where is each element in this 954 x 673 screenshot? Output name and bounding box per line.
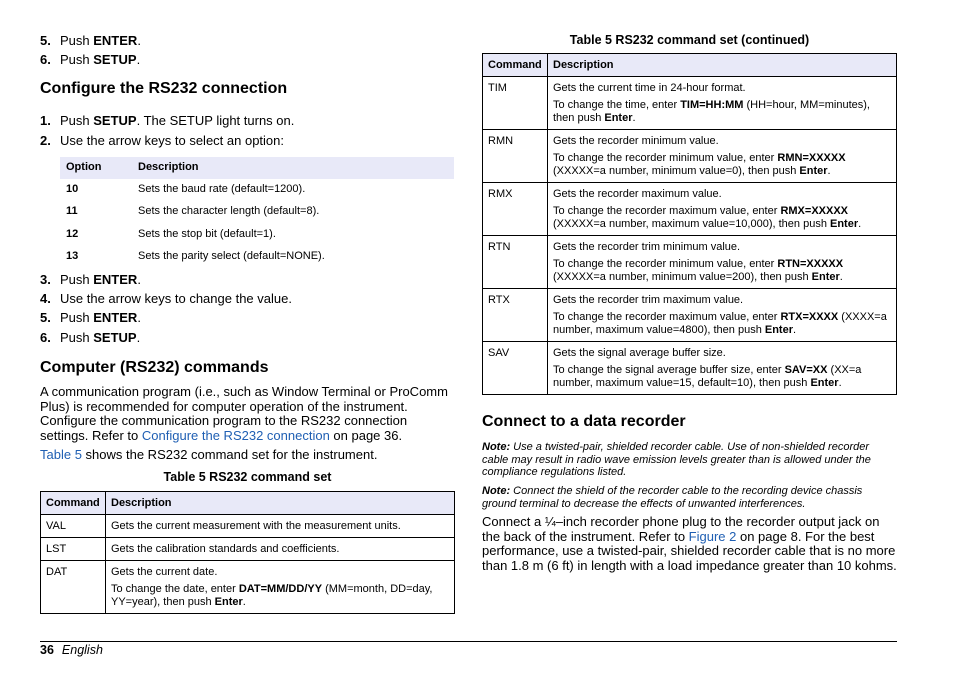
description-column-header: Description <box>106 492 455 515</box>
command-cell: RTN <box>483 236 548 289</box>
option-description: Sets the character length (default=8). <box>138 205 320 217</box>
note-shielded-cable: Note: Use a twisted-pair, shielded recorder cable. Use of non-shielded recorder cable may result in radio wave emission levels greater than is allowed under the compliance regulations listed. <box>482 441 871 478</box>
figure-2-link[interactable]: Figure 2 <box>688 528 737 544</box>
footer-divider <box>40 641 897 642</box>
option-column-header: Option <box>66 161 102 173</box>
command-cell: LST <box>41 538 106 561</box>
configure-rs232-link[interactable]: Configure the RS232 connection <box>141 427 330 443</box>
step-item: 1. Push SETUP. The SETUP light turns on. <box>40 113 295 128</box>
command-cell: SAV <box>483 342 548 395</box>
description-column-header: Description <box>548 54 897 77</box>
step-item: 6. Push SETUP. <box>40 52 141 67</box>
command-cell: DAT <box>41 561 106 614</box>
option-code: 11 <box>66 205 78 217</box>
table-row <box>41 538 455 561</box>
intro-paragraph: A communication program (i.e., such as Window Terminal or ProComm Plus) is recommended for computer operation of the instrument. Configure the communication program to the RS232 connection settings. Refer to Configure the RS232 connection on page 36. <box>40 384 448 443</box>
table-caption: Table 5 RS232 command set <box>163 470 332 484</box>
command-cell: RMN <box>483 130 548 183</box>
command-table-right <box>482 53 897 395</box>
table-row <box>483 183 897 236</box>
description-column-header: Description <box>138 161 199 173</box>
table-row <box>483 236 897 289</box>
command-cell: TIM <box>483 77 548 130</box>
table-row <box>41 515 455 538</box>
option-code: 12 <box>66 228 79 240</box>
option-description: Sets the parity select (default=NONE). <box>138 250 325 262</box>
table-reference-paragraph: Table 5 shows the RS232 command set for the instrument. <box>40 447 378 462</box>
description-cell: Gets the recorder trim minimum value. To change the recorder minimum value, enter RTN=XXXXX (XXXXX=a number, minimum value=200), then push Enter. <box>548 236 897 289</box>
description-cell: Gets the calibration standards and coefficients. <box>106 538 455 561</box>
table-row <box>483 130 897 183</box>
command-cell: RTX <box>483 289 548 342</box>
command-cell: RMX <box>483 183 548 236</box>
note-cable-shield: Note: Connect the shield of the recorder cable to the recording device chassis ground terminal to decrease the effects of unwanted interferences. <box>482 485 863 510</box>
table-5-link[interactable]: Table 5 <box>40 447 82 462</box>
table-row <box>483 289 897 342</box>
option-table-header <box>60 157 454 179</box>
command-cell: VAL <box>41 515 106 538</box>
table-row <box>41 561 455 614</box>
step-item: 2. Use the arrow keys to select an option: <box>40 133 285 148</box>
section-heading-data-recorder: Connect to a data recorder <box>482 413 686 430</box>
option-description: Sets the baud rate (default=1200). <box>138 183 306 195</box>
option-code: 10 <box>66 183 79 195</box>
description-cell: Gets the current date. To change the date, enter DAT=MM/DD/YY (MM=month, DD=day, YY=year), then push Enter. <box>106 561 455 614</box>
table-row <box>483 77 897 130</box>
recorder-paragraph: Connect a ¼–inch recorder phone plug to the recorder output jack on the back of the instrument. Refer to Figure 2 on page 8. For the best performance, use a twisted-pair, shielded recorder cable that is no more than 1.8 m (6 ft) in length with a load impedance greater than 10 kohms. <box>482 514 897 573</box>
description-cell: Gets the recorder trim maximum value. To change the recorder maximum value, enter RTX=XXXX (XXXX=a number, maximum value=4800), then push Enter. <box>548 289 897 342</box>
description-cell: Gets the signal average buffer size. To change the signal average buffer size, enter SAV=XX (XX=a number, maximum value=15, default=10), then push Enter. <box>548 342 897 395</box>
command-table-left <box>40 491 455 614</box>
table-header-row <box>41 492 455 515</box>
step-item: 3. Push ENTER. <box>40 272 141 287</box>
table-row <box>483 342 897 395</box>
step-item: 6. Push SETUP. <box>40 330 141 345</box>
page-footer <box>40 643 103 657</box>
option-code: 13 <box>66 250 79 262</box>
section-heading-configure-rs232: Configure the RS232 connection <box>40 80 288 97</box>
description-cell: Gets the current time in 24-hour format. To change the time, enter TIM=HH:MM (HH=hour, MM=minutes), then push Enter. <box>548 77 897 130</box>
table-header-row <box>483 54 897 77</box>
step-item: 5. Push ENTER. <box>40 33 141 48</box>
option-description: Sets the stop bit (default=1). <box>138 228 276 240</box>
description-cell: Gets the recorder minimum value. To change the recorder minimum value, enter RMN=XXXXX (XXXXX=a number, minimum value=0), then push Enter. <box>548 130 897 183</box>
step-item: 4. Use the arrow keys to change the value. <box>40 291 292 306</box>
description-cell: Gets the current measurement with the measurement units. <box>106 515 455 538</box>
footer-language: English <box>61 643 103 657</box>
step-item: 5. Push ENTER. <box>40 310 141 325</box>
table-caption-continued: Table 5 RS232 command set (continued) <box>569 33 810 47</box>
command-column-header: Command <box>41 492 106 515</box>
description-cell: Gets the recorder maximum value. To change the recorder maximum value, enter RMX=XXXXX (XXXXX=a number, maximum value=10,000), then push Enter. <box>548 183 897 236</box>
command-column-header: Command <box>483 54 548 77</box>
page-number: 36 <box>40 643 54 657</box>
section-heading-computer-commands: Computer (RS232) commands <box>40 359 269 376</box>
